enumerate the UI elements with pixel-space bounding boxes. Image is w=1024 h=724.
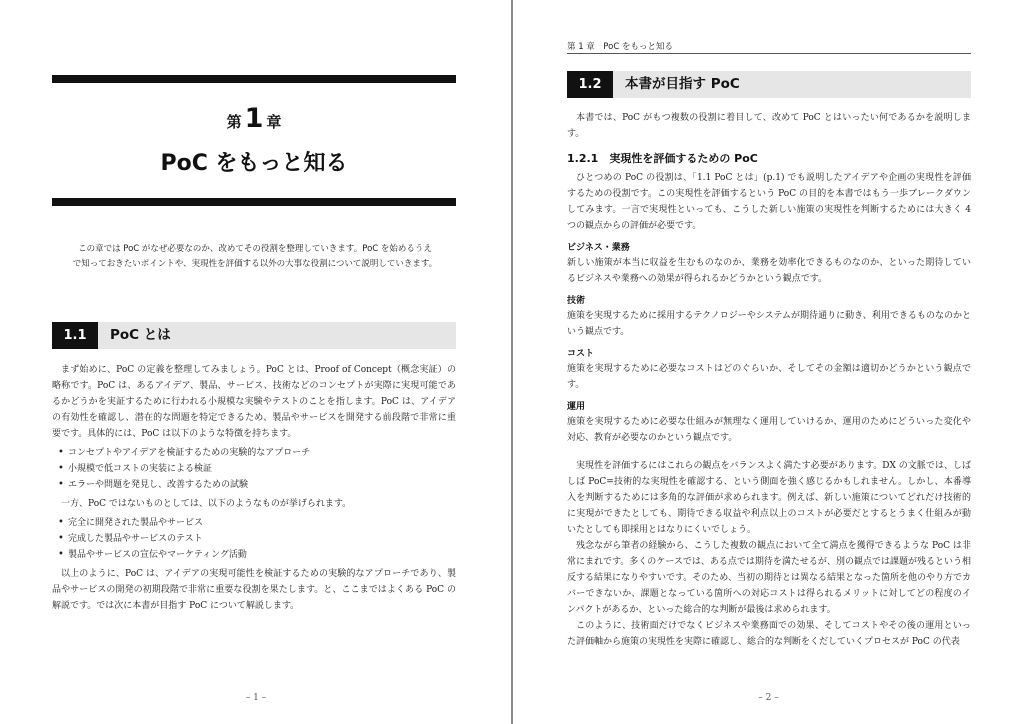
viewpoint-text: 施策を実現するために必要なコストはどのぐらいか、そしてその金額は適切かどうかという観点です。 <box>567 364 971 390</box>
paragraph: ひとつめの PoC の役割は、「1.1 PoC とは」(p.1) でも説明したアイデアや企画の実現性を評価するための役割です。この実現性を評価するという PoC の目的を本書ではもう一歩ブレークダウンしてみます。一言で実現性といっても、こうした新しい施策の実現性を判断するためには大きく 4 つの観点からの評価が必要です。 <box>567 173 971 231</box>
list-item: • 製品やサービスの宣伝やマーケティング活動 <box>52 547 456 563</box>
viewpoint-text: 新しい施策が本当に収益を生むものなのか、業務を効率化できるものなのか、といった期待しているビジネスや業務への効果が得られるかどうかという観点です。 <box>567 258 971 284</box>
list-item: • 小規模で低コストの実装による検証 <box>52 461 456 477</box>
section-body <box>52 362 456 614</box>
paragraph: 一方、PoC ではないものとしては、以下のようなものが挙げられます。 <box>61 499 352 509</box>
viewpoint-heading: コスト <box>567 349 595 359</box>
paragraph: 以上のように、PoC は、アイデアの実現可能性を検証するための実験的なアプローチであり、製品やサービスの開発の初期段階で非常に重要な役割を果たします。と、ここまではよくある PoC の解説です。では次に本書が目指す PoC について解説します。 <box>52 569 456 611</box>
viewpoint-heading: ビジネス・業務 <box>567 243 630 253</box>
paragraph: このように、技術面だけでなくビジネスや業務面での効果、そしてコストやその後の運用といった評価軸から施策の実現性を実際に確認し、総合的な判断をくだしていくプロセスが PoC の代表 <box>567 621 971 647</box>
intro-line: この章では PoC がなぜ必要なのか、改めてその役割を整理していきます。PoC を始めるうえ <box>78 244 432 254</box>
list-item: • エラーや問題を発見し、改善するための試験 <box>52 477 456 493</box>
right-body <box>567 110 971 650</box>
viewpoint-block <box>567 346 971 393</box>
viewpoint-block <box>567 293 971 340</box>
viewpoint-text: 施策を実現するために採用するテクノロジーやシステムが期待通りに動き、利用できるものなのかという観点です。 <box>567 311 971 337</box>
viewpoint-block <box>567 240 971 287</box>
page-number: – 1 – <box>245 693 267 703</box>
chapter-intro <box>60 242 450 272</box>
section-title: PoC とは <box>110 327 171 343</box>
chapter-prefix: 第 <box>226 113 242 131</box>
paragraph: 本書では、PoC がもつ複数の役割に着目して、改めて PoC とはいったい何であるかを説明します。 <box>567 113 971 139</box>
list-item: • 完成した製品やサービスのテスト <box>52 531 456 547</box>
viewpoint-heading: 技術 <box>567 296 586 306</box>
section-number: 1.1 <box>52 322 98 349</box>
feature-list <box>52 445 456 493</box>
viewpoint-block <box>567 399 971 446</box>
section-number: 1.2 <box>567 71 613 98</box>
paragraph: 残念ながら筆者の経験から、こうした複数の観点において全て満点を獲得できるような PoC は非常にまれです。多くのケースでは、ある点では期待を満たせるが、別の観点では課題が残るという相反する結果になりやすいです。そのため、当初の期待とは異なる結果となった箇所を他のやり方でカバーできないか、課題となっている箇所への対応コストは得られるメリットに対してどの程度のインパクトがあるか、といった総合的な判断が最後は求められます。 <box>567 541 971 615</box>
running-header: 第 1 章 PoC をもっと知る <box>567 42 673 52</box>
paragraph: まず始めに、PoC の定義を整理してみましょう。PoC とは、Proof of Concept（概念実証）の略称です。PoC は、あるアイデア、製品、サービス、技術などのコンセプトが実際に実現可能であるかどうかを実証するために行われる小規模な実験やテストのことを指します。PoC は、アイデアの有効性を確認し、潜在的な問題を特定できるため、製品やサービスを開発する前段階で非常に重要です。具体的には、PoC は以下のような特徴を持ちます。 <box>52 365 456 439</box>
subsection-heading: 1.2.1 実現性を評価するための PoC <box>567 152 758 165</box>
viewpoint-heading: 運用 <box>567 402 586 412</box>
section-heading-1-1 <box>52 322 456 349</box>
intro-line: で知っておきたいポイントや、実現性を評価する以外の大事な役割について説明していきます。 <box>72 259 438 269</box>
chapter-number <box>52 103 456 134</box>
section-heading-1-2 <box>567 71 971 98</box>
chapter-suffix: 章 <box>266 113 282 131</box>
chapter-digit: 1 <box>244 103 264 134</box>
running-header-rule <box>567 53 971 54</box>
page-number: – 2 – <box>758 693 779 703</box>
section-title: 本書が目指す PoC <box>625 76 740 92</box>
chapter-top-rule <box>52 75 456 83</box>
list-item: • 完全に開発された製品やサービス <box>52 515 456 531</box>
chapter-bottom-rule <box>52 198 456 206</box>
non-poc-list <box>52 515 456 563</box>
list-item: • コンセプトやアイデアを検証するための実験的なアプローチ <box>52 445 456 461</box>
paragraph: 実現性を評価するにはこれらの観点をバランスよく満たす必要があります。DX の文脈では、しばしば PoC=技術的な実現性を確認する、という側面を強く感じるかもしれません。しかし、本番導入を判断するためには多角的な評価が求められます。例えば、新しい施策についてどれだけ技術的に実現ができたとしても、期待できる収益や利点以上のコストが必要だとするとうまく仕組みが動いたとしても即採用とはなりにくいでしょう。 <box>567 461 971 535</box>
chapter-title: PoC をもっと知る <box>160 151 348 176</box>
viewpoint-text: 施策を実現するために必要な仕組みが無理なく運用していけるか、運用のためにどういった変化や対応、教育が必要なのかという観点です。 <box>567 417 971 443</box>
